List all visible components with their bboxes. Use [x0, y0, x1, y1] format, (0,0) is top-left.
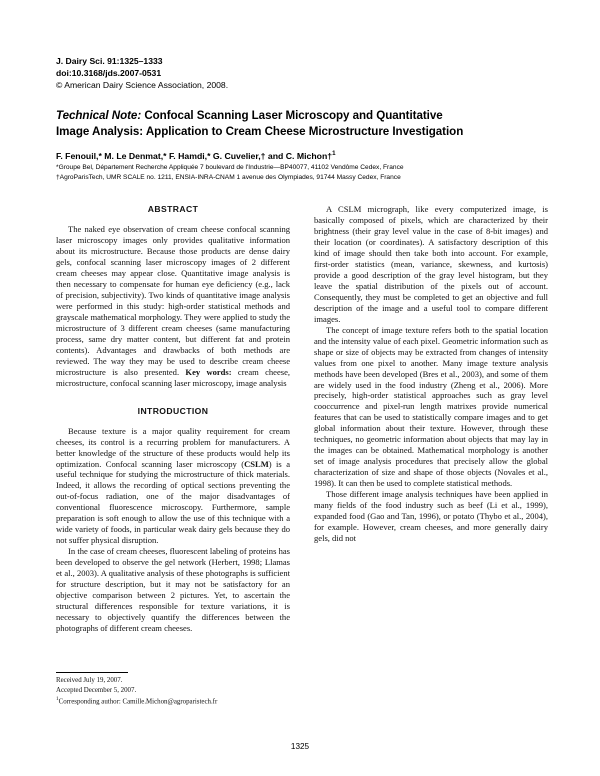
corresponding-author-marker: 1	[332, 150, 336, 157]
column-right	[314, 204, 548, 544]
title-line2: Image Analysis: Application to Cream Cheese Microstructure Investigation	[56, 125, 464, 139]
intro-p1-pre: Because texture is a major quality requirement for cream cheeses, its control is a recurring problem for manufacturers. A better knowledge of the structure of these products would help its optimization. Confocal scanning laser microscopy (	[56, 425, 290, 469]
footnote-marker: 1	[56, 695, 59, 702]
keywords-text: cream cheese, microstructure, confocal scanning laser microscopy, image analysis	[56, 366, 290, 388]
introduction-heading: INTRODUCTION	[137, 405, 209, 416]
footnote-corresponding-text: Corresponding author: Camille.Michon@agroparistech.fr	[58, 697, 218, 705]
article-body	[56, 204, 548, 674]
column-left	[56, 204, 290, 634]
journal-doi: doi:10.3168/jds.2007-0531	[56, 67, 162, 78]
author-list	[56, 150, 558, 162]
intro-paragraph-5: Those different image analysis techniques have been applied in many fields of the food industry such as beef (Li et al., 1999), expanded food (Gao and Tan, 1996), or potato (Thybo et al., 2004), for example. However, cream cheeses, and more generally dairy gels, did not	[314, 489, 548, 544]
journal-copyright: © American Dairy Science Association, 2008.	[56, 79, 229, 90]
intro-paragraph-2: In the case of cream cheeses, fluorescent labeling of proteins has been developed to observe the gel network (Herbert, 1998; Llamas et al., 2003). A qualitative analysis of these photographs is sufficient for structure description, but it may not be satisfactory for an objective comparison between 2 pictures. Yet, to ascertain the structural differences responsible for texture variations, it is necessary to objectively quantify the differences between the photographs of different cream cheeses.	[56, 546, 290, 634]
journal-header	[56, 56, 556, 92]
intro-p1-post: ) is a useful technique for studying the microstructure of thick materials. Indeed, it allows the recording of optical sections preventing the out-of-focus radiation, one of the major disadvantages of conventional fluorescence microscopy. Furthermore, sample preparation is soft enough to allow the use of this technique with a wide variety of foods, in particular weak dairy gels because they do not suffer physical disruption.	[56, 458, 290, 546]
footnote-accepted: Accepted December 5, 2007.	[56, 686, 137, 694]
cslm-abbreviation: CSLM	[244, 458, 269, 469]
footnote-corresponding	[56, 696, 290, 707]
affiliation-list	[56, 163, 560, 183]
footnote-received: Received July 19, 2007.	[56, 677, 123, 684]
intro-paragraph-4: The concept of image texture refers both to the spatial location and the intensity value of each pixel. Geometric information such as shape or size of objects may be extracted from changes of intensity values from one pixel to another. Many image texture analysis methods have been developed (Bres et al., 2003), and some of them are widely used in the food industry (Zheng et al., 2006). More precisely, high-order statistical approaches such as gray level cooccurrence and pixel-run length matrixes provide numerical features that can be used to statistically compare images and to get global information about their texture. However, through these techniques, no geometric information about objects that may lay in the images can be obtained. Mathematical morphology is another set of image analysis procedures that precisely allow the global characterization of size and shape of those objects (Novales et al., 1998). It can then be used to complete statistical methods.	[314, 324, 548, 489]
affiliation-2: †AgroParisTech, UMR SCALE no. 1211, ENSIA-INRA-CNAM 1 avenue des Olympiades, 91744 Massy Cedex, France	[56, 173, 401, 181]
journal-citation: J. Dairy Sci. 91:1325–1333	[56, 56, 163, 66]
abstract-heading: ABSTRACT	[147, 204, 199, 214]
keywords-label: Key words:	[185, 366, 232, 377]
affiliation-1: *Groupe Bel, Département Recherche Appliquée 7 boulevard de l'Industrie—BP40077, 41102 Vendôme Cedex, France	[56, 164, 404, 171]
abstract-text: The naked eye observation of cream cheese confocal scanning laser microscopy images only provides qualitative information about its microstructure. Because those products are dense dairy gels, confocal scanning laser microscopy images of 2 different cream cheeses may appear close. Quantitative image analysis is then necessary to compensate for human eye deficiency (e.g., lack of precision, subjectivity). Two kinds of quantitative image analysis were performed in this study: high-order statistical methods and grayscale mathematical morphology. They were applied to study the microstructure of 3 different cream cheeses (same manufacturing process, same dry matter content, but different fat and protein contents). Advantages and drawbacks of both methods are reviewed. The way they may be used to describe cream cheese microstructure is also presented.	[56, 224, 290, 377]
author-names: F. Fenouil,* M. Le Denmat,* F. Hamdi,* G. Cuvelier,† and C. Michon†	[56, 150, 333, 161]
intro-paragraph-1	[56, 426, 290, 547]
title-line1-rest: Confocal Scanning Laser Microscopy and Quantitative	[141, 109, 443, 122]
abstract-paragraph	[56, 224, 290, 389]
page-title	[56, 108, 558, 141]
title-technical-note-label: Technical Note:	[56, 109, 142, 122]
footnote-rule	[56, 672, 128, 673]
footnote-block	[56, 672, 290, 707]
page-number: 1325	[290, 742, 310, 751]
intro-paragraph-3: A CSLM micrograph, like every computerized image, is basically composed of pixels, which are characterized by their brightness (their gray level value in the case of 8-bit images) and their location (or coordinates). A satisfactory description of this kind of image should then take both into account. For example, first-order statistics (mean, variance, skewness, and kurtosis) provide a good description of the gray level histogram, but they leave the spatial distribution of the pixels out of account. Consequently, they must be completed to get an objective and full description of the image and a useful tool to compare different images.	[314, 204, 548, 324]
